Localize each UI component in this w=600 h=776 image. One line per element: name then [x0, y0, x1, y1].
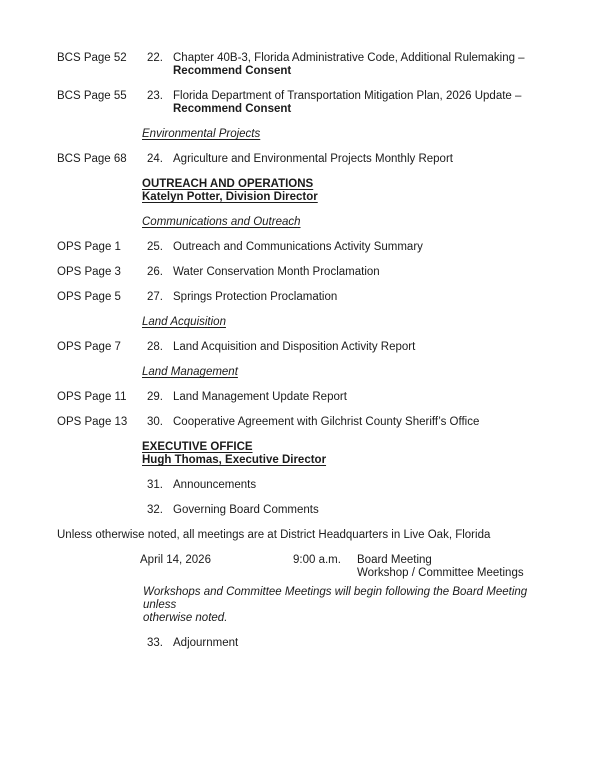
meeting-time: 9:00 a.m. — [293, 554, 341, 566]
item-title: Land Acquisition and Disposition Activity Report — [173, 341, 416, 353]
item-title: Agriculture and Environmental Projects Monthly Report — [173, 153, 453, 165]
recommend-consent-label: Recommend Consent — [173, 103, 292, 115]
agenda-item — [57, 153, 600, 166]
item-number: 33. — [147, 637, 163, 649]
meeting-type-line: Board Meeting — [357, 554, 432, 566]
page-ref: OPS Page 5 — [57, 291, 121, 303]
division-title: EXECUTIVE OFFICE — [142, 441, 253, 453]
page-ref: OPS Page 13 — [57, 416, 128, 428]
item-number: 29. — [147, 391, 163, 403]
agenda-item — [57, 416, 600, 429]
item-text — [173, 52, 545, 78]
item-title: Adjournment — [173, 637, 239, 649]
recommend-consent-label: Recommend Consent — [173, 65, 292, 77]
meeting-type-line: Workshop / Committee Meetings — [357, 567, 524, 579]
item-title: Florida Department of Transportation Mitigation Plan, 2026 Update – — [173, 90, 522, 102]
agenda-item — [57, 241, 600, 254]
agenda-item — [57, 52, 600, 78]
item-title: Water Conservation Month Proclamation — [173, 266, 380, 278]
meeting-types — [357, 554, 600, 580]
item-number: 30. — [147, 416, 163, 428]
page-ref: OPS Page 3 — [57, 266, 121, 278]
item-text — [173, 90, 545, 116]
agenda-item — [57, 637, 600, 650]
subsection-heading-land-acquisition: Land Acquisition — [142, 316, 226, 328]
page-ref: OPS Page 1 — [57, 241, 121, 253]
item-number: 27. — [147, 291, 163, 303]
item-number: 28. — [147, 341, 163, 353]
subsection-heading-land-management: Land Management — [142, 366, 238, 378]
division-title: OUTREACH AND OPERATIONS — [142, 178, 314, 190]
agenda-item — [57, 479, 600, 492]
item-title: Springs Protection Proclamation — [173, 291, 338, 303]
item-number: 24. — [147, 153, 163, 165]
page-ref: BCS Page 52 — [57, 52, 127, 64]
division-heading-outreach — [142, 178, 600, 204]
workshop-note — [143, 586, 563, 625]
item-title: Chapter 40B-3, Florida Administrative Code, Additional Rulemaking – — [173, 52, 525, 64]
subsection-heading-environmental-projects: Environmental Projects — [142, 128, 261, 140]
agenda-item — [57, 391, 600, 404]
workshop-note-line: otherwise noted. — [143, 612, 228, 624]
meeting-date: April 14, 2026 — [140, 554, 211, 566]
item-title: Outreach and Communications Activity Summary — [173, 241, 423, 253]
division-heading-executive-office — [142, 441, 600, 467]
item-title: Governing Board Comments — [173, 504, 319, 516]
agenda-item — [57, 266, 600, 279]
agenda-item — [57, 291, 600, 304]
division-director: Katelyn Potter, Division Director — [142, 191, 318, 203]
item-title: Land Management Update Report — [173, 391, 347, 403]
meeting-schedule — [140, 554, 600, 580]
item-number: 22. — [147, 52, 163, 64]
page-ref — [57, 637, 147, 650]
division-director: Hugh Thomas, Executive Director — [142, 454, 327, 466]
subsection-heading-communications-outreach: Communications and Outreach — [142, 216, 301, 228]
page-ref — [57, 479, 147, 492]
item-number: 26. — [147, 266, 163, 278]
page-ref: OPS Page 7 — [57, 341, 121, 353]
agenda-item — [57, 341, 600, 354]
agenda-item — [57, 504, 600, 517]
item-number: 32. — [147, 504, 163, 516]
location-note: Unless otherwise noted, all meetings are at District Headquarters in Live Oak, Florida — [57, 529, 491, 541]
item-number: 25. — [147, 241, 163, 253]
item-number: 31. — [147, 479, 163, 491]
item-title: Announcements — [173, 479, 257, 491]
page-ref — [57, 504, 147, 517]
workshop-note-line: Workshops and Committee Meetings will begin following the Board Meeting unless — [143, 586, 528, 611]
page-ref: BCS Page 55 — [57, 90, 127, 102]
item-number: 23. — [147, 90, 163, 102]
agenda-item — [57, 90, 600, 116]
item-title: Cooperative Agreement with Gilchrist County Sheriff’s Office — [173, 416, 480, 428]
page-ref: OPS Page 11 — [57, 391, 127, 403]
page-ref: BCS Page 68 — [57, 153, 127, 165]
